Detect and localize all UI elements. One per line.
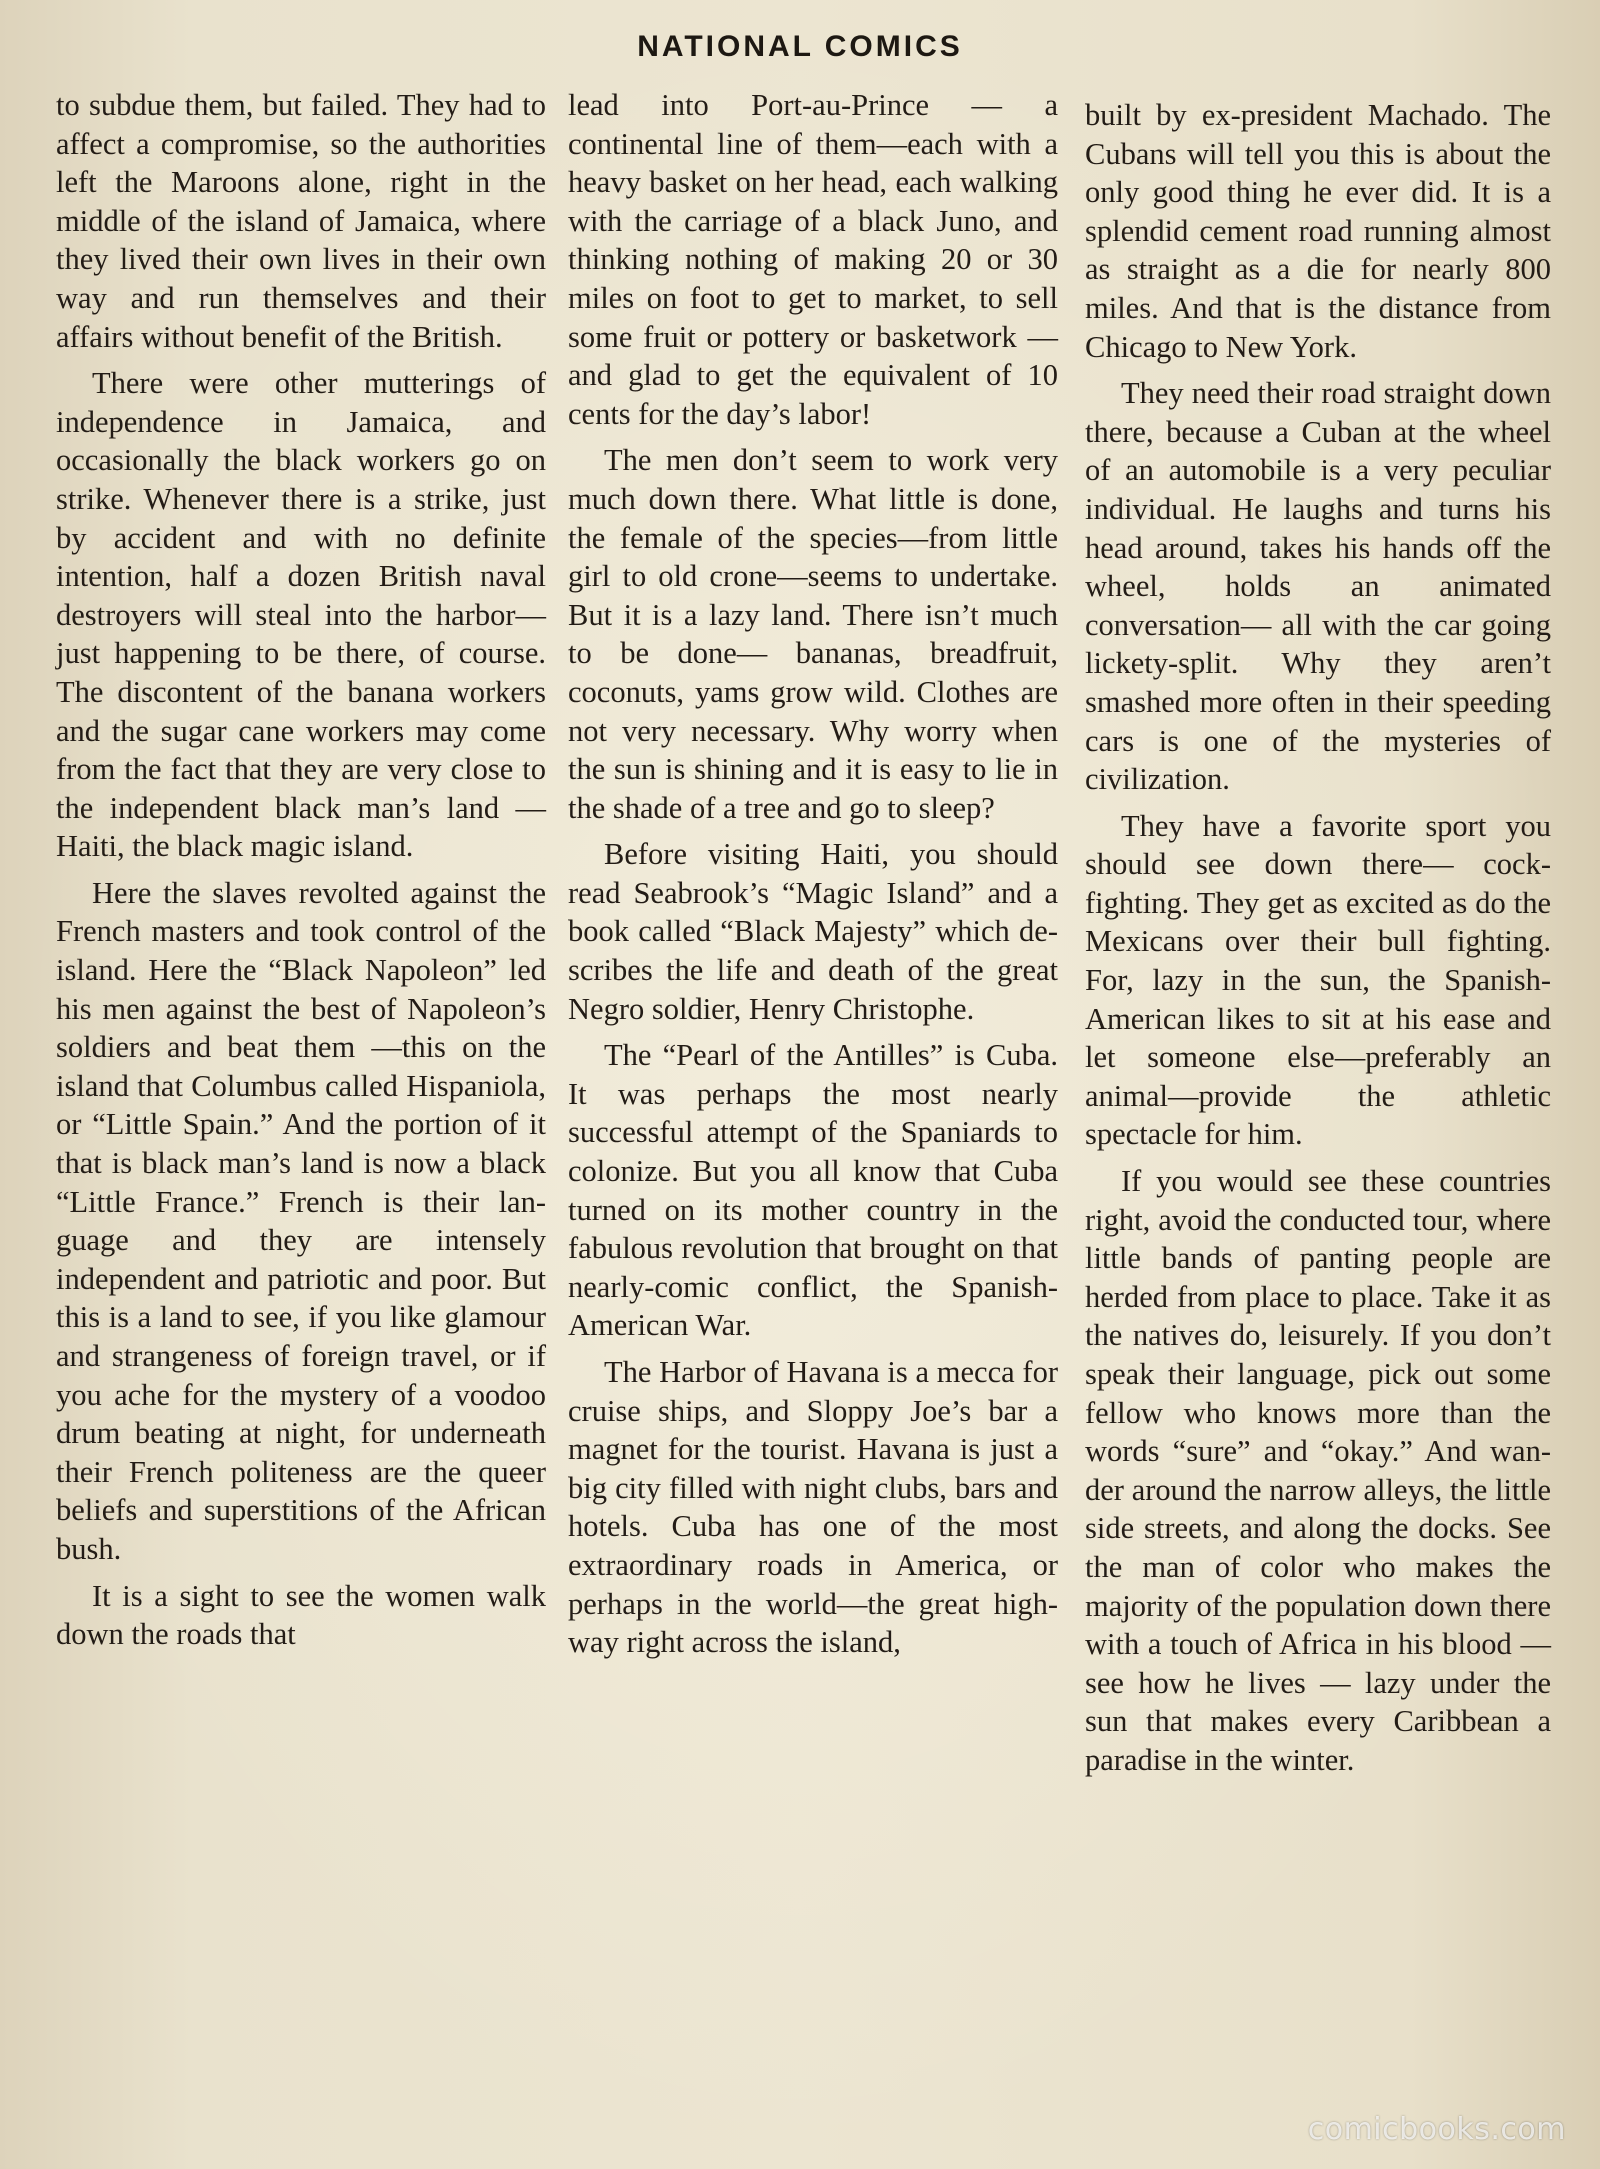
paragraph: Here the slaves revolted against the French masters and took control of the island. Here the “Black Napoleon” led his men against the best of Napoleon’s soldiers and beat them —this on the island that Columbus called Hispaniola, or “Little Spain.” And the portion of it that is black man’s land is now a black “Little France.” French is their language and they are intensely independent and patriotic and poor. But this is a land to see, if you like glamour and strangeness of foreign travel, or if you ache for the mystery of a voodoo drum beating at night, for underneath their French politeness are the queer beliefs and superstitions of the African bush. <box>56 875 546 1566</box>
site-watermark: comicbooks.com <box>1307 2112 1566 2147</box>
paragraph: They have a favorite sport you should see down there— cock-fighting. They get as excited as do the Mexicans over their bull fighting. For, lazy in the sun, the Spanish-American likes to sit at his ease and let someone else—preferably an animal—provide the athletic spectacle for him. <box>1085 808 1551 1152</box>
paragraph: There were other mutterings of independence in Jamaica, and occasionally the black workers go on strike. Whenever there is a strike, just by accident and with no definite intention, half a dozen British naval destroyers will steal into the harbor—just happening to be there, of course. The discontent of the banana workers and the sugar cane workers may come from the fact that they are very close to the independent black man’s land —Haiti, the black magic island. <box>56 366 546 864</box>
paragraph: The men don’t seem to work very much down there. What little is done, the female of the species—from little girl to old crone—seems to undertake. But it is a lazy land. There isn’t much to be done— bananas, breadfruit, coconuts, yams grow wild. Clothes are not very necessary. Why worry when the sun is shining and it is easy to lie in the shade of a tree and go to sleep? <box>568 443 1058 825</box>
paragraph: to subdue them, but failed. They had to affect a compromise, so the authorities left the Maroons alone, right in the middle of the island of Jamaica, where they lived their own lives in their own way and run themselves and their affairs without benefit of the British. <box>56 88 546 354</box>
paragraph: They need their road straight down there, because a Cuban at the wheel of an automobile is a very peculiar individual. He laughs and turns his head around, takes his hands off the wheel, holds an animated conversation— all with the car going lickety-split. Why they aren’t smashed more often in their speeding cars is one of the mysteries of civilization. <box>1085 376 1551 797</box>
paragraph: lead into Port-au-Prince — a continental line of them—each with a heavy basket on her head, each walking with the carriage of a black Juno, and thinking nothing of making 20 or 30 miles on foot to get to market, to sell some fruit or pottery or basketwork — and glad to get the equivalent of 10 cents for the day’s labor! <box>568 88 1058 431</box>
paragraph: built by ex-president Machado. The Cubans will tell you this is about the only good thing he ever did. It is a splendid cement road running almost as straight as a die for nearly 800 miles. And that is the distance from Chicago to New York. <box>1085 98 1551 364</box>
paragraph: Before visiting Haiti, you should read Seabrook’s “Magic Island” and a book called “Black Majesty” which describes the life and death of the great Negro soldier, Henry Christophe. <box>568 837 1058 1026</box>
paragraph: The “Pearl of the Antilles” is Cuba. It was perhaps the most nearly successful attempt of the Spaniards to colonize. But you all know that Cuba turned on its mother country in the fabulous revolution that brought on that nearly-comic conflict, the Spanish-American War. <box>568 1038 1058 1343</box>
text-column-2 <box>568 86 1058 1670</box>
text-column-3 <box>1085 96 1551 1788</box>
text-column-1 <box>56 86 546 1662</box>
paragraph: The Harbor of Havana is a mecca for cruise ships, and Sloppy Joe’s bar a magnet for the tourist. Havana is just a big city filled with night clubs, bars and hotels. Cuba has one of the most extraordinary roads in America, or perhaps in the world—the great highway right across the island, <box>568 1355 1058 1660</box>
page-header: NATIONAL COMICS <box>637 30 963 63</box>
paragraph: If you would see these countries right, avoid the conducted tour, where little bands of panting people are herded from place to place. Take it as the natives do, leisurely. If you don’t speak their language, pick out some fellow who knows more than the words “sure” and “okay.” And wander around the narrow alleys, the little side streets, and along the docks. See the man of color who makes the majority of the population down there with a touch of Africa in his blood — see how he lives — lazy under the sun that makes every Caribbean a paradise in the winter. <box>1085 1164 1551 1777</box>
paragraph: It is a sight to see the women walk down the roads that <box>56 1578 546 1652</box>
